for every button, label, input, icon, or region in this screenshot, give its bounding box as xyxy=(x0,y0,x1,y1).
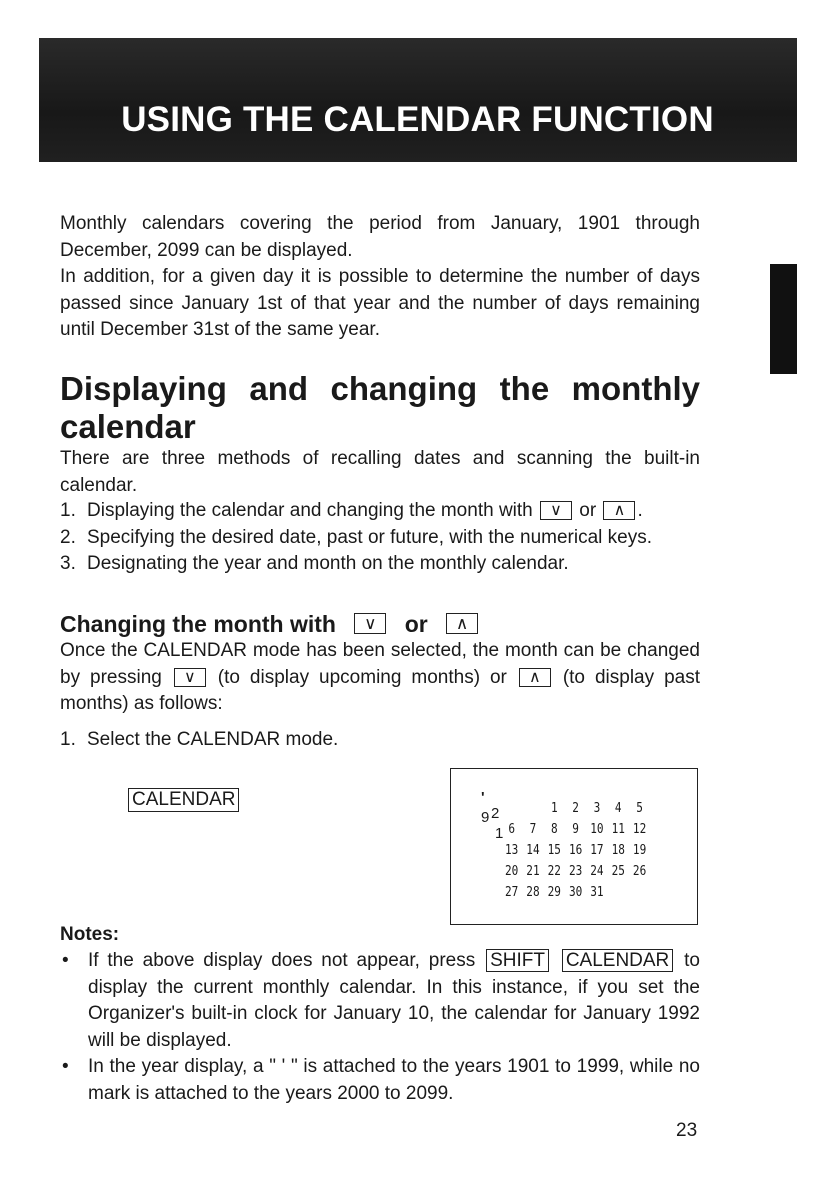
calendar-day: 26 xyxy=(632,862,647,879)
calendar-key: CALENDAR xyxy=(128,788,239,812)
calendar-week-row xyxy=(501,860,650,881)
calendar-day: 20 xyxy=(504,862,519,879)
calendar-day: 11 xyxy=(611,820,625,837)
calendar-day: 1 xyxy=(550,799,558,816)
list-item xyxy=(60,498,700,525)
intro-paragraph-2: In addition, for a given day it is possible to determine the number of days passed since January 1st of that year and the number of days remaining until December 31st of the same year. xyxy=(60,266,700,340)
calendar-day: 6 xyxy=(508,820,515,837)
intro-paragraph-1: Monthly calendars covering the period from January, 1901 through December, 2099 can be displayed. xyxy=(60,213,700,261)
calendar-day: 29 xyxy=(547,883,561,900)
paragraph-text: (to display upcoming months) or xyxy=(217,666,507,688)
calendar-day: 27 xyxy=(504,883,519,900)
note-text: to display the current monthly calendar. In this instance, if you set the Organizer's built-in clock for January 10, the calendar for January 1992 will be displayed. xyxy=(88,950,700,1051)
methods-list xyxy=(60,498,700,578)
list-item xyxy=(60,1054,700,1107)
calendar-day: 22 xyxy=(547,862,561,879)
step-text: Select the CALENDAR mode. xyxy=(87,729,339,750)
calendar-day: 5 xyxy=(636,799,643,816)
calendar-day: 9 xyxy=(572,820,579,837)
or-text: or xyxy=(579,500,597,521)
calendar-day: 15 xyxy=(547,841,561,858)
method-text: Designating the year and month on the monthly calendar. xyxy=(87,553,569,574)
calendar-day: 18 xyxy=(611,841,625,858)
calendar-day: 13 xyxy=(504,841,519,858)
calendar-week-row xyxy=(501,797,650,818)
section-tab-marker xyxy=(770,264,797,374)
calendar-day: 8 xyxy=(550,820,558,837)
calendar-week-row xyxy=(501,839,650,860)
calendar-day: 4 xyxy=(614,799,622,816)
note-text: In the year display, a " ' " is attached to the years 1901 to 1999, while no mark is attached to the years 2000 to 2099. xyxy=(88,1056,700,1104)
up-key: ∧ xyxy=(446,613,478,634)
note-text: If the above display does not appear, press xyxy=(88,950,476,971)
calendar-key: CALENDAR xyxy=(562,949,673,972)
calendar-day: 7 xyxy=(529,820,537,837)
lcd-display xyxy=(450,768,698,925)
down-key: ∨ xyxy=(174,668,206,687)
calendar-day: 30 xyxy=(568,883,583,900)
page-number: 23 xyxy=(676,1120,698,1141)
list-number: 2. xyxy=(60,526,76,548)
list-number: 1. xyxy=(60,729,76,750)
list-number: 1. xyxy=(60,500,76,521)
calendar-day xyxy=(522,797,543,818)
calendar-grid xyxy=(501,797,650,902)
notes-list xyxy=(60,948,700,1107)
calendar-day: 25 xyxy=(611,862,625,879)
or-text: or xyxy=(404,611,428,637)
calendar-day: 10 xyxy=(590,820,604,837)
calendar-day xyxy=(501,797,522,818)
method-text: Specifying the desired date, past or future, with the numerical keys. xyxy=(87,526,653,548)
list-item xyxy=(60,551,700,578)
shift-key: SHIFT xyxy=(486,949,549,972)
calendar-day xyxy=(629,881,650,902)
calendar-day: 21 xyxy=(526,862,540,879)
notes-heading: Notes: xyxy=(60,924,120,945)
subsection-heading xyxy=(60,610,480,638)
period: . xyxy=(637,500,643,521)
calendar-day: 17 xyxy=(590,841,604,858)
calendar-day: 2 xyxy=(572,799,579,816)
list-item xyxy=(60,727,700,754)
calendar-week-row xyxy=(501,818,650,839)
bullet-icon: • xyxy=(62,950,69,971)
calendar-day xyxy=(608,881,629,902)
bullet-icon: • xyxy=(62,1056,69,1077)
down-key: ∨ xyxy=(540,501,572,520)
calendar-day: 19 xyxy=(632,841,647,858)
calendar-day: 14 xyxy=(526,841,540,858)
subsection-heading-text: Changing the month with xyxy=(60,611,336,637)
up-key: ∧ xyxy=(603,501,635,520)
paragraph-text: Once the CALENDAR mode has been selected, the month can be changed by pressing xyxy=(60,640,700,688)
method-text: Displaying the calendar and changing the month with xyxy=(87,500,533,521)
page-title: USING THE CALENDAR FUNCTION xyxy=(121,100,714,139)
calendar-day: 23 xyxy=(568,862,583,879)
up-key: ∧ xyxy=(519,668,551,687)
calendar-week-row xyxy=(501,881,650,902)
subsection-paragraph xyxy=(60,638,700,718)
calendar-day: 16 xyxy=(568,841,583,858)
year-tens-digit: 9 xyxy=(481,809,490,826)
year-ones-digit: 2 xyxy=(491,805,500,822)
calendar-day: 24 xyxy=(590,862,604,879)
list-item xyxy=(60,948,700,1054)
calendar-day: 28 xyxy=(526,883,540,900)
down-key: ∨ xyxy=(354,613,386,634)
year-apostrophe: ' xyxy=(481,789,485,806)
section-heading: Displaying and changing the monthly calendar xyxy=(60,370,700,445)
list-number: 3. xyxy=(60,553,76,574)
calendar-day: 3 xyxy=(593,799,601,816)
month-digit: 1 xyxy=(495,825,504,842)
calendar-day: 12 xyxy=(632,820,647,837)
list-item xyxy=(60,525,700,552)
section-intro: There are three methods of recalling dates and scanning the built-in calendar. xyxy=(60,448,700,496)
paragraph-text: (to display past months) as follows: xyxy=(60,666,700,714)
steps-list xyxy=(60,727,700,754)
calendar-day: 31 xyxy=(590,883,604,900)
